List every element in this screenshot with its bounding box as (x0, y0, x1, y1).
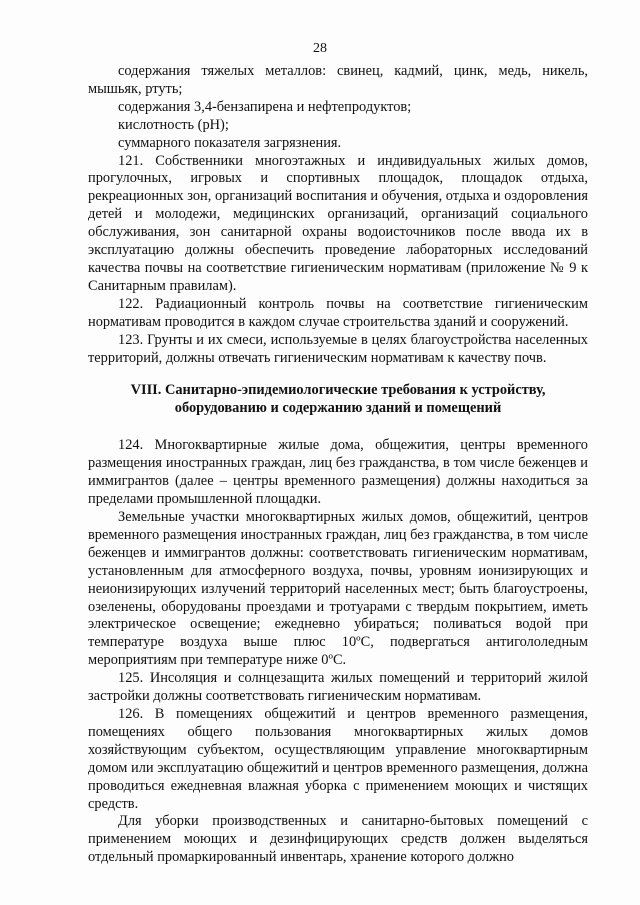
paragraph-123: 123. Грунты и их смеси, используемые в целях благоустройства населенных территорий, должны отвечать гигиеническим нормативам к качеству почв. (88, 331, 588, 366)
page-number: 28 (313, 41, 327, 56)
list-item-heavy-metals: содержания тяжелых металлов: свинец, кадмий, цинк, медь, никель, мышьяк, ртуть; (88, 63, 588, 97)
paragraph-126: 126. В помещениях общежитий и центров временного размещения, помещениях общего пользования многоквартирных жилых домов хозяйствующим субъектом, осуществляющим управление многоквартирным домом или эксплуатацию общежитий и центров временного размещения, должна проводиться ежедневная влажная уборка с применением моющих и чистящих средств. (88, 706, 588, 812)
list-item-acidity: кислотность (pH); (118, 116, 229, 133)
paragraph-122: 122. Радиационный контроль почвы на соответствие гигиеническим нормативам проводится в каждом случае строительства зданий и сооружений. (88, 295, 588, 330)
list-item-pollution-index: суммарного показателя загрязнения. (118, 134, 342, 151)
list-item-benzopyrene: содержания 3,4-бензапирена и нефтепродуктов; (118, 98, 412, 115)
paragraph-124: 124. Многоквартирные жилые дома, общежития, центры временного размещения иностранных граждан, лиц без гражданства, в том числе беженцев и иммигрантов (далее – центры временного размещения) должны находиться за пределами промышленной площадки. (88, 437, 588, 508)
paragraph-125: 125. Инсоляция и солнцезащита жилых помещений и территорий жилой застройки должны соответствовать гигиеническим нормативам. (88, 670, 588, 705)
document-body (88, 63, 588, 867)
paragraph-121: 121. Собственники многоэтажных и индивидуальных жилых домов, прогулочных, игровых и спортивных площадок, площадок отдыха, рекреационных зон, организаций воспитания и обучения, отдыха и оздоровления детей и молодежи, медицинских организаций, организаций социального обслуживания, зон санитарной охраны водоисточников после ввода их в эксплуатацию должны обеспечить проведение лабораторных исследований качества почвы на соответствие гигиеническим нормативам (приложение № 9 к Санитарным правилам). (88, 152, 588, 294)
paragraph-cleaning-equipment: Для уборки производственных и санитарно-бытовых помещений с применением моющих и дезинфицирующих средств должен выделяться отдельный промаркированный инвентарь, хранение которого должно (88, 813, 588, 866)
paragraph-land-plots: Земельные участки многоквартирных жилых домов, общежитий, центров временного размещения иностранных граждан, лиц без гражданства, в том числе беженцев и иммигрантов должны: соответствовать гигиеническим нормативам, установленным для атмосферного воздуха, почвы, уровням ионизирующих и неионизирующих излучений территорий населенных мест; быть благоустроены, озеленены, оборудованы проездами и тротуарами с твердым покрытием, иметь электрическое освещение; ежедневно убираться; поливаться водой при температуре воздуха выше плюс 10ºС, подвергаться антигололедным мероприятиям при температуре ниже 0ºС. (88, 509, 588, 669)
section-heading: VIII. Санитарно-эпидемиологические требования к устройству, оборудованию и содержанию зданий и помещений (130, 382, 546, 417)
